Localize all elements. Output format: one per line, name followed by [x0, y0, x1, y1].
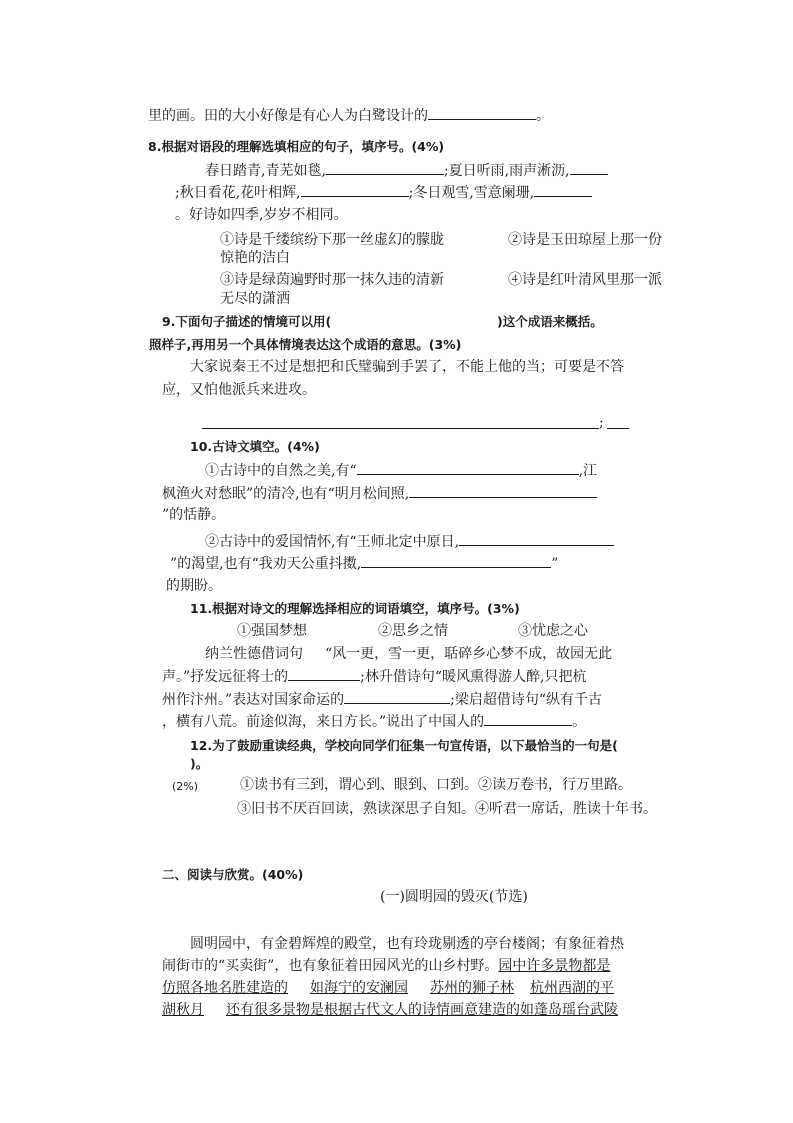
carryover-line: 里的画。田的大小好像是有心人为白鹭设计的 。: [148, 108, 550, 124]
answer-blank[interactable]: [534, 183, 592, 197]
q11-title: 11.根据对诗文的理解选择相应的词语填空，填序号。(3%): [190, 601, 520, 616]
q8-option-4: ④诗是红叶清风里那一派: [508, 272, 662, 288]
q11-line4: ，横有八荒。前途似海，来日方长。”说出了中国人的 。: [162, 714, 587, 730]
q10-line1: ①古诗中的自然之美,有“ ,江: [205, 463, 598, 479]
passage-line-4: 湖秋月 还有很多景物是根据古代文人的诗情画意建造的如蓬岛瑶台武陵: [162, 1002, 618, 1018]
q8-option-2: ②诗是玉田琼屋上那一份: [508, 232, 662, 248]
q11-option-1: ①强国梦想: [237, 623, 307, 639]
q10-line2: 枫渔火对愁眠”的清冷,也有“明月松间照,: [162, 484, 597, 503]
q12-options-2: ③旧书不厌百回读，熟读深思子自知。④听君一席话，胜读十年书。: [237, 801, 657, 817]
q9-passage-1: 大家说秦王不过是想把和氏璧骗到手罢了，不能上他的当；可要是不答: [190, 359, 624, 375]
q11-line1: 纳兰性德借词句 “风一更，雪一更，聒碎乡心梦不成，故园无此: [205, 646, 613, 662]
answer-blank[interactable]: [570, 161, 608, 175]
q8-line2: ;秋日看花,花叶相辉, ;冬日观雪,雪意阑珊,: [175, 183, 592, 202]
q11-line3: 州作汴州。”表达对国家命运的 ;梁启超借诗句“纵有千古: [162, 692, 603, 708]
q8-option-1: ①诗是千缕缤纷下那一丝虚幻的朦胧: [220, 232, 444, 248]
q9-title-b: )这个成语来概括。: [497, 314, 603, 329]
q11-option-2: ②思乡之情: [378, 623, 448, 639]
q9-instruction: 照样子,再用另一个具体情境表达这个成语的意思。(3%): [149, 337, 462, 352]
q9-answer-line-2[interactable]: [607, 428, 629, 429]
q12-score: (2%): [172, 780, 199, 793]
q10-title: 10.古诗文填空。(4%): [190, 439, 320, 454]
q10-line4: ②古诗中的爱国情怀,有“王师北定中原日,: [205, 532, 614, 551]
answer-blank[interactable]: [357, 461, 579, 475]
answer-blank[interactable]: [361, 554, 551, 568]
answer-blank[interactable]: [409, 484, 597, 498]
section-2-title: 二、阅读与欣赏。(40%): [162, 867, 304, 882]
q9-title-a: 9.下面句子描述的情境可以用(: [162, 314, 332, 329]
q9-answer-line[interactable]: [202, 428, 599, 429]
answer-blank[interactable]: [301, 183, 409, 197]
answer-blank[interactable]: [459, 532, 614, 546]
passage-line-2: 闹街市的“买卖街”，也有象征着田园风光的山乡村野。园中许多景物都是: [162, 958, 611, 974]
q10-line6: 的期盼。: [166, 578, 222, 594]
q9-separator: ;: [599, 415, 604, 431]
q9-passage-2: 应，又怕他派兵来进攻。: [162, 382, 316, 398]
q8-line1: 春日踏青,青芜如毯, ;夏日听雨,雨声淅沥,: [205, 161, 608, 180]
answer-blank[interactable]: [344, 690, 450, 704]
q8-option-2-cont: 惊艳的洁白: [220, 250, 290, 266]
q11-line2: 声。”抒发远征将士的 ;林升借诗句“暖风熏得游人醉,只把杭: [162, 669, 587, 685]
q8-line3: 。好诗如四季,岁岁不相同。: [175, 207, 348, 223]
answer-blank[interactable]: [428, 106, 536, 120]
q8-option-4-cont: 无尽的潇洒: [220, 291, 290, 307]
q10-line3: ”的恬静。: [162, 507, 226, 523]
answer-blank[interactable]: [326, 161, 444, 175]
answer-blank[interactable]: [288, 667, 360, 681]
q8-option-3: ③诗是绿茵遍野时那一抹久违的清新: [220, 272, 444, 288]
passage-title: (一)圆明园的毁灭(节选): [380, 889, 528, 905]
q12-title-cont: )。: [190, 756, 209, 771]
q12-options-1: ①读书有三到，谓心到、眼到、口到。②读万卷书，行万里路。: [240, 777, 632, 793]
passage-line-1: 圆明园中，有金碧辉煌的殿堂，也有玲珑剔透的亭台楼阁；有象征着热: [190, 936, 624, 952]
q8-title: 8.根据对语段的理解选填相应的句子，填序号。(4%): [148, 139, 445, 154]
answer-blank[interactable]: [484, 712, 572, 726]
q12-title: 12.为了鼓励重读经典，学校向同学们征集一句宣传语，以下最恰当的一句是(: [190, 738, 618, 753]
passage-line-3: 仿照各地名胜建造的 如海宁的安澜园 苏州的狮子林 杭州西湖的平: [162, 980, 614, 996]
q10-line5: ”的渴望,也有“我劝天公重抖擞, ”: [170, 556, 559, 572]
q11-option-3: ③忧虑之心: [518, 623, 588, 639]
